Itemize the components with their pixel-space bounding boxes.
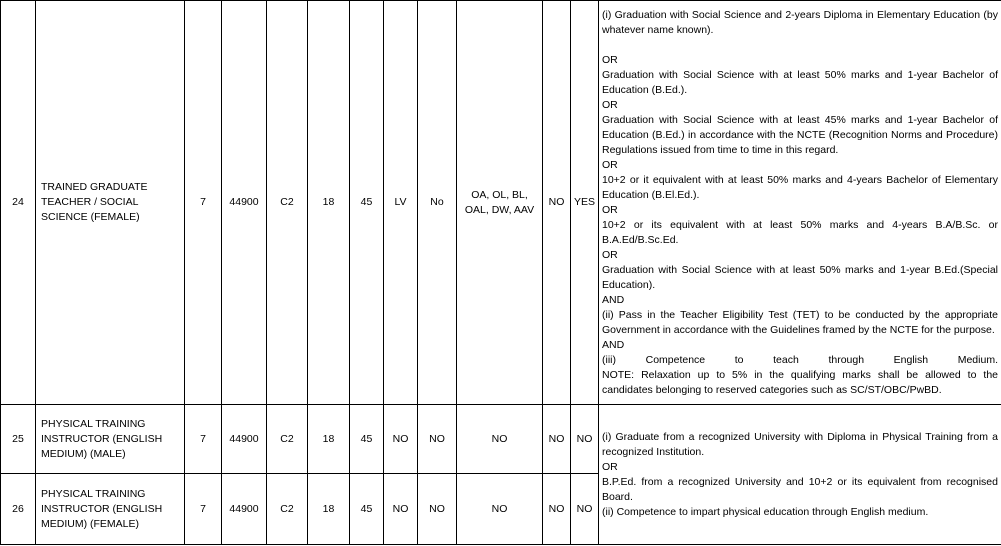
or-connector: OR	[602, 460, 618, 473]
column-8-value: NO	[384, 474, 418, 545]
column-9-value: NO	[418, 405, 457, 474]
column-9-value: No	[418, 1, 457, 405]
or-connector: OR	[602, 98, 618, 111]
qualification-text: 10+2 or it equivalent with at least 50% marks and 4-years Bachelor of Elementary Education (B.El.Ed.).	[602, 173, 998, 201]
qualification-text: (i) Graduation with Social Science and 2-years Diploma in Elementary Education (by whatever name known).	[602, 8, 998, 36]
min-age: 18	[308, 474, 350, 545]
post-name: PHYSICAL TRAINING INSTRUCTOR (ENGLISH MEDIUM) (FEMALE)	[36, 474, 185, 545]
suitable-categories: NO	[457, 474, 543, 545]
column-11-value: NO	[543, 1, 571, 405]
column-11-value: NO	[543, 405, 571, 474]
qualification-text: Graduation with Social Science with at least 50% marks and 1-year B.Ed.(Special Education).	[602, 263, 998, 291]
pay-amount: 44900	[222, 1, 267, 405]
qualification-cell	[599, 1, 1001, 405]
suitable-categories: NO	[457, 405, 543, 474]
qualification-text: 10+2 or its equivalent with at least 50% marks and 4-years B.A/B.Sc. or B.A.Ed/B.Sc.Ed.	[602, 218, 998, 246]
group-code: C2	[267, 405, 308, 474]
suitable-categories: OA, OL, BL, OAL, DW, AAV	[457, 1, 543, 405]
qualification-text: B.P.Ed. from a recognized University and 10+2 or its equivalent from recognised Board.	[602, 475, 998, 503]
spacer	[602, 38, 998, 53]
min-age: 18	[308, 1, 350, 405]
qualification-text: (i) Graduate from a recognized University with Diploma in Physical Training from a recognized Institution.	[602, 430, 998, 458]
max-age: 45	[350, 474, 384, 545]
column-12-value: NO	[571, 405, 599, 474]
or-connector: OR	[602, 53, 618, 66]
column-9-value: NO	[418, 474, 457, 545]
pay-level: 7	[185, 474, 222, 545]
serial-number: 24	[1, 1, 36, 405]
and-connector: AND	[602, 293, 625, 306]
group-code: C2	[267, 474, 308, 545]
table-row	[1, 405, 1001, 474]
or-connector: OR	[602, 158, 618, 171]
column-8-value: LV	[384, 1, 418, 405]
qualification-cell	[599, 405, 1001, 545]
or-connector: OR	[602, 248, 618, 261]
group-code: C2	[267, 1, 308, 405]
column-8-value: NO	[384, 405, 418, 474]
qualification-text: Graduation with Social Science with at least 45% marks and 1-year Bachelor of Education (B.Ed.) in accordance with the NCTE (Recognition Norms and Procedure) Regulations issued from time to time in this regard.	[602, 113, 998, 156]
column-11-value: NO	[543, 474, 571, 545]
qualification-text: (ii) Competence to impart physical education through English medium.	[602, 505, 929, 518]
serial-number: 25	[1, 405, 36, 474]
or-connector: OR	[602, 203, 618, 216]
pay-amount: 44900	[222, 405, 267, 474]
min-age: 18	[308, 405, 350, 474]
max-age: 45	[350, 1, 384, 405]
pay-level: 7	[185, 405, 222, 474]
post-name: TRAINED GRADUATE TEACHER / SOCIAL SCIENCE (FEMALE)	[36, 1, 185, 405]
column-12-value: YES	[571, 1, 599, 405]
max-age: 45	[350, 405, 384, 474]
and-connector: AND	[602, 338, 625, 351]
qualification-text: (iii) Competence to teach through English Medium.	[602, 353, 998, 366]
qualification-note: NOTE: Relaxation up to 5% in the qualifying marks shall be allowed to the candidates belonging to reserved categories such as SC/ST/OBC/PwBD.	[602, 368, 998, 396]
column-12-value: NO	[571, 474, 599, 545]
table-row	[1, 1, 1001, 405]
serial-number: 26	[1, 474, 36, 545]
pay-level: 7	[185, 1, 222, 405]
qualification-text: (ii) Pass in the Teacher Eligibility Test (TET) to be conducted by the appropriate Government in accordance with the Guidelines framed by the NCTE for the purpose.	[602, 308, 998, 336]
pay-amount: 44900	[222, 474, 267, 545]
post-name: PHYSICAL TRAINING INSTRUCTOR (ENGLISH MEDIUM) (MALE)	[36, 405, 185, 474]
qualification-text: Graduation with Social Science with at least 50% marks and 1-year Bachelor of Education (B.Ed.).	[602, 68, 998, 96]
